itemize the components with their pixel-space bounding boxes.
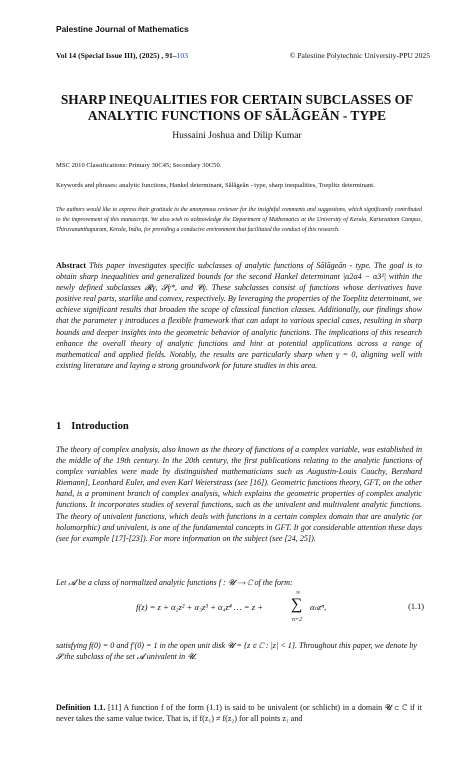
acknowledgement: The authors would like to express their gratitude to the anonymous reviewer for the insightful comments and suggestions, which significantly contributed to the improvement of this manuscript. We also wish to acknowledge the Department of Mathematics at the University of Kerala, Kariavattom Campus, Thiruvananthapuram, Kerala, India, for providing a conducive environment that facilitated the conduct of this research. bbox=[56, 207, 422, 233]
definition-label: Definition 1.1. bbox=[56, 703, 106, 712]
abstract-text: This paper investigates specific subclasses of analytic functions of Sălăgeăn - type. The goal is to obtain sharp inequalities and generalized bounds for the second Hankel determinant |α2α4 − α3²| within the newly defined subclasses 𝓡γ, 𝓢γ*, and 𝓒γ. These subclasses consist of functions whose derivatives have positive real parts, starlike and convex, respectively. By leveraging the properties of the Toeplitz determinant, we achieve significant results that broaden the scope of classical function classes. Additionally, our findings show that the parameter γ introduces a flexible framework that can adapt to various special cases, resulting in sharp bounds and deeper insights into the geometric behavior of analytic functions. The implications of this research enhance the overall theory of analytic functions and hint at potential applications across a range of mathematical and applied fields. Notably, the results are particularly sharp when γ = 0, aligning well with existing literature and laying a strong groundwork for future studies in this area. bbox=[56, 261, 422, 370]
copyright: © Palestine Polytechnic University-PPU 2025 bbox=[289, 51, 430, 60]
authors: Hussaini Joshua and Dilip Kumar bbox=[172, 130, 302, 141]
sum-symbol: ∑ bbox=[291, 596, 303, 613]
journal-name: Palestine Journal of Mathematics bbox=[56, 24, 189, 34]
title-line-2: ANALYTIC FUNCTIONS OF SĂLĂGEĂN - TYPE bbox=[87, 107, 387, 123]
section-number: 1 bbox=[56, 421, 62, 432]
section-heading bbox=[56, 421, 129, 432]
introduction-paragraph: The theory of complex analysis, also known as the theory of functions of a complex variable, was established in the middle of the 19th century. In the 20th century, the first publications relating to the analytic functions of complex variables were made by distinguished mathematicians such as Augustin-Louis Cauchy, Bernhard Riemann], Leonhard Euler, and even Karl Weierstrass (see [16]). Geometric functions theory, GFT, on the other hand, is a prominent branch of complex analysis, which explains the geometric properties of complex analytic functions. It incorporates studies of several functions, such as the univalent and multivalent analytic functions. The theory of univalent functions, which deals with functions in a certain complex domain that are analytic (or holomorphic) and univalent, is one of the fundamental concepts in GFT. It got considerable attention these days (see for example [17]-[23]). For more information on the subject (see [24, 25]). bbox=[56, 445, 422, 543]
class-definition-text: Let 𝓐 be a class of normalized analytic functions f : 𝓤 ⟶ ℂ of the form: bbox=[56, 578, 293, 587]
equation-lhs: f(z) = z + α₂z² + α₃z³ + α₄z⁴ … = z + bbox=[136, 602, 264, 612]
volume-info bbox=[56, 51, 188, 60]
equation-rhs: αₙzⁿ, bbox=[310, 602, 327, 612]
sum-lower-limit: n=2 bbox=[292, 617, 303, 623]
conditions-text: satisfying f(0) = 0 and f′(0) = 1 in the open unit disk 𝓤 = {z ∈ ℂ : |z| < 1}. Throughout this paper, we denote by 𝓢 the subclass of the set 𝓐 univalent in 𝓤. bbox=[56, 641, 417, 662]
definition-text: [11] A function f of the form (1.1) is said to be univalent (or schlicht) in a domain 𝓤 ⊂ ℂ if it never takes the same value twice. That is, if f(z₁) ≠ f(z₂) for all points z₁ and bbox=[56, 703, 422, 724]
equation-1-1 bbox=[136, 592, 366, 632]
abstract-heading: Abstract bbox=[56, 261, 87, 270]
sum-upper-limit: ∞ bbox=[296, 590, 301, 596]
keywords: Keywords and phrases: analytic functions, Hankel determinant, Sălăgeăn - type, sharp inequalities, Toeplitz determinant. bbox=[56, 182, 375, 189]
title-line-1: SHARP INEQUALITIES FOR CERTAIN SUBCLASSES OF bbox=[60, 92, 414, 107]
paper-title bbox=[40, 92, 434, 123]
volume-text: Vol 14 (Special Issue III), (2025) , 91– bbox=[56, 51, 177, 60]
last-page-link[interactable]: 103 bbox=[176, 51, 188, 60]
abstract bbox=[56, 260, 422, 371]
equation-number: (1.1) bbox=[408, 602, 424, 611]
definition-1-1 bbox=[56, 702, 422, 724]
section-title: Introduction bbox=[71, 421, 129, 432]
msc-classification: MSC 2010 Classifications: Primary 30C45; Secondary 30C50. bbox=[56, 162, 222, 169]
